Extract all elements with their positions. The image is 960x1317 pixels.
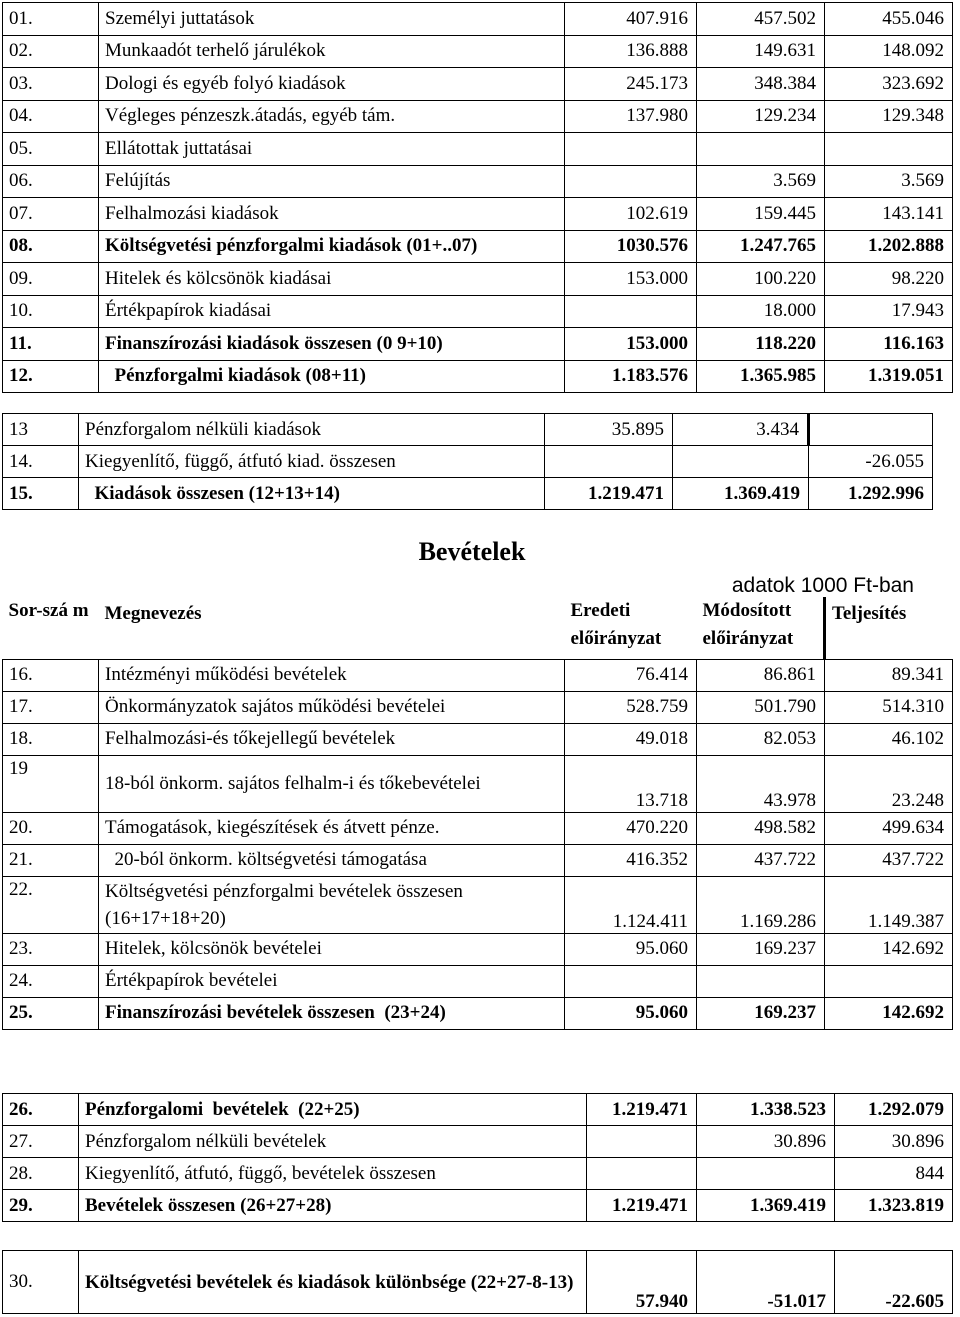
row-code: 26. [3, 1094, 79, 1126]
bevetelek-table [2, 597, 953, 1030]
row-value-v1: 49.018 [565, 723, 697, 755]
row-value-v1 [565, 133, 697, 166]
row-code: 19 [3, 755, 99, 812]
row-code: 03. [3, 68, 99, 101]
row-value-v1: 95.060 [565, 933, 697, 965]
row-value-v1: 153.000 [565, 263, 697, 296]
row-value-v1: 1.219.471 [545, 478, 673, 510]
row-value-v2: 457.502 [697, 3, 825, 36]
row-value-v1: 470.220 [565, 812, 697, 844]
kiadasok-osszesen-table [2, 413, 933, 510]
row-code: 05. [3, 133, 99, 166]
table-row [3, 876, 953, 933]
row-code: 07. [3, 198, 99, 231]
row-value-v3: 129.348 [825, 100, 953, 133]
row-value-v3: 30.896 [835, 1126, 953, 1158]
row-code: 25. [3, 997, 99, 1029]
row-code: 23. [3, 933, 99, 965]
row-value-v3: 142.692 [825, 997, 953, 1029]
row-value-v2: 1.338.523 [697, 1094, 835, 1126]
table-row [3, 133, 953, 166]
table-row [3, 3, 953, 36]
row-value-v1: 153.000 [565, 328, 697, 361]
table-row [3, 198, 953, 231]
table-row [3, 1126, 953, 1158]
table-row [3, 328, 953, 361]
row-value-v3: 142.692 [825, 933, 953, 965]
row-name: Dologi és egyéb folyó kiadások [99, 68, 565, 101]
table-row [3, 263, 953, 296]
row-code: 30. [3, 1251, 79, 1314]
row-value-v1 [565, 295, 697, 328]
header-megnevezes: Megnevezés [104, 603, 202, 624]
row-name: Bevételek összesen (26+27+28) [79, 1190, 587, 1222]
row-value-v1: 245.173 [565, 68, 697, 101]
table-row [3, 165, 953, 198]
row-name: Hitelek és kölcsönök kiadásai [99, 263, 565, 296]
row-value-v3: 437.722 [825, 844, 953, 876]
row-code: 08. [3, 230, 99, 263]
row-value-v1: 407.916 [565, 3, 697, 36]
row-name: Önkormányzatok sajátos működési bevételei [99, 691, 565, 723]
row-name: Hitelek, kölcsönök bevételei [99, 933, 565, 965]
row-name: Kiadások összesen (12+13+14) [79, 478, 545, 510]
row-name: Személyi juttatások [99, 3, 565, 36]
table-row [3, 1251, 953, 1314]
row-name: Finanszírozási bevételek összesen (23+24) [99, 997, 565, 1029]
row-code: 06. [3, 165, 99, 198]
row-value-v2: 1.369.419 [673, 478, 809, 510]
row-value-v2: 100.220 [697, 263, 825, 296]
row-name: Költségvetési pénzforgalmi kiadások (01+..07) [99, 230, 565, 263]
row-value-v3: 1.292.079 [835, 1094, 953, 1126]
row-value-v2: 1.169.286 [697, 876, 825, 933]
row-value-v3: 3.569 [825, 165, 953, 198]
row-value-v3: 1.319.051 [825, 360, 953, 393]
table-row [3, 659, 953, 691]
row-name: Felújítás [99, 165, 565, 198]
row-value-v2: 169.237 [697, 997, 825, 1029]
row-value-v1: 1.219.471 [587, 1094, 697, 1126]
row-code: 28. [3, 1158, 79, 1190]
table-row [3, 965, 953, 997]
row-value-v1 [545, 446, 673, 478]
row-code: 27. [3, 1126, 79, 1158]
row-value-v1: 416.352 [565, 844, 697, 876]
header-modositott: Módosított előirányzat [702, 600, 794, 649]
row-value-v2: 3.434 [673, 414, 809, 446]
row-value-v1: 95.060 [565, 997, 697, 1029]
table-row [3, 295, 953, 328]
row-name: Felhalmozási-és tőkejellegű bevételek [99, 723, 565, 755]
row-code: 04. [3, 100, 99, 133]
row-value-v2: 169.237 [697, 933, 825, 965]
table-row [3, 933, 953, 965]
row-code: 29. [3, 1190, 79, 1222]
row-value-v2: 1.247.765 [697, 230, 825, 263]
row-value-v2: 30.896 [697, 1126, 835, 1158]
kulonbseg-table [2, 1250, 953, 1314]
table-row [3, 414, 933, 446]
row-name: Végleges pénzeszk.átadás, egyéb tám. [99, 100, 565, 133]
table-row [3, 755, 953, 812]
unit-label: adatok 1000 Ft-ban [731, 574, 914, 597]
row-value-v1: 1.183.576 [565, 360, 697, 393]
row-value-v2 [697, 965, 825, 997]
row-name: Költségvetési pénzforgalmi bevételek összesen (16+17+18+20) [99, 876, 565, 933]
row-value-v3: 89.341 [825, 659, 953, 691]
row-value-v1: 1.124.411 [565, 876, 697, 933]
row-name: Pénzforgalmi kiadások (08+11) [99, 360, 565, 393]
row-value-v3: -22.605 [835, 1251, 953, 1314]
table-row [3, 35, 953, 68]
row-value-v3: 514.310 [825, 691, 953, 723]
row-value-v1: 57.940 [587, 1251, 697, 1314]
row-value-v2 [697, 133, 825, 166]
row-code: 24. [3, 965, 99, 997]
row-value-v3: 143.141 [825, 198, 953, 231]
row-code: 21. [3, 844, 99, 876]
row-value-v1: 35.895 [545, 414, 673, 446]
row-value-v2: 129.234 [697, 100, 825, 133]
row-value-v1: 137.980 [565, 100, 697, 133]
table-row [3, 68, 953, 101]
row-name: 18-ból önkorm. sajátos felhalm-i és tőkebevételei [99, 755, 565, 812]
table-row [3, 997, 953, 1029]
table-row [3, 1158, 953, 1190]
row-value-v2: 1.369.419 [697, 1190, 835, 1222]
row-value-v1: 1030.576 [565, 230, 697, 263]
row-value-v3: 1.202.888 [825, 230, 953, 263]
row-value-v3: -26.055 [809, 446, 933, 478]
row-value-v2: 498.582 [697, 812, 825, 844]
row-value-v1: 76.414 [565, 659, 697, 691]
row-value-v2 [673, 446, 809, 478]
row-name: Értékpapírok bevételei [99, 965, 565, 997]
row-code: 15. [3, 478, 79, 510]
row-value-v2: 82.053 [697, 723, 825, 755]
table-row [3, 100, 953, 133]
row-value-v2: 86.861 [697, 659, 825, 691]
row-value-v2: 348.384 [697, 68, 825, 101]
row-name: Kiegyenlítő, átfutó, függő, bevételek összesen [79, 1158, 587, 1190]
row-value-v3 [809, 414, 933, 446]
row-code: 11. [3, 328, 99, 361]
row-value-v3: 148.092 [825, 35, 953, 68]
row-value-v3 [825, 965, 953, 997]
kiadasok-table [2, 2, 953, 393]
row-code: 02. [3, 35, 99, 68]
row-name: Értékpapírok kiadásai [99, 295, 565, 328]
row-code: 17. [3, 691, 99, 723]
row-value-v3: 23.248 [825, 755, 953, 812]
row-name: Pénzforgalom nélküli kiadások [79, 414, 545, 446]
row-name: Kiegyenlítő, függő, átfutó kiad. összesen [79, 446, 545, 478]
table-row [3, 1094, 953, 1126]
row-value-v3: 98.220 [825, 263, 953, 296]
row-code: 20. [3, 812, 99, 844]
row-value-v3: 46.102 [825, 723, 953, 755]
table-row [3, 478, 933, 510]
row-value-v3: 844 [835, 1158, 953, 1190]
row-name: Finanszírozási kiadások összesen (0 9+10) [99, 328, 565, 361]
row-name: 20-ból önkorm. költségvetési támogatása [99, 844, 565, 876]
row-value-v1: 13.718 [565, 755, 697, 812]
row-value-v2: 1.365.985 [697, 360, 825, 393]
row-code: 10. [3, 295, 99, 328]
table-row [3, 360, 953, 393]
row-value-v1 [565, 965, 697, 997]
row-value-v3: 1.149.387 [825, 876, 953, 933]
row-code: 12. [3, 360, 99, 393]
row-value-v2: 437.722 [697, 844, 825, 876]
row-value-v2: 149.631 [697, 35, 825, 68]
row-value-v2: 43.978 [697, 755, 825, 812]
row-name: Pénzforgalomi bevételek (22+25) [79, 1094, 587, 1126]
row-code: 14. [3, 446, 79, 478]
row-name: Felhalmozási kiadások [99, 198, 565, 231]
header-eredeti: Eredeti előirányzat [570, 600, 662, 649]
row-value-v2: 18.000 [697, 295, 825, 328]
row-name: Ellátottak juttatásai [99, 133, 565, 166]
row-code: 16. [3, 659, 99, 691]
row-name: Pénzforgalom nélküli bevételek [79, 1126, 587, 1158]
row-value-v2: -51.017 [697, 1251, 835, 1314]
bevetelek-header-row [3, 597, 953, 659]
row-value-v1: 102.619 [565, 198, 697, 231]
header-teljesites: Teljesítés [825, 597, 953, 659]
row-code: 18. [3, 723, 99, 755]
row-code: 13 [3, 414, 79, 446]
bevetelek-osszesen-table [2, 1093, 953, 1222]
table-row [3, 844, 953, 876]
row-value-v3: 116.163 [825, 328, 953, 361]
row-code: 22. [3, 876, 99, 933]
row-code: 09. [3, 263, 99, 296]
row-value-v1: 136.888 [565, 35, 697, 68]
row-value-v3: 17.943 [825, 295, 953, 328]
row-value-v2: 501.790 [697, 691, 825, 723]
header-sorszam: Sor-szá m [8, 600, 89, 621]
row-value-v3: 323.692 [825, 68, 953, 101]
row-value-v3 [825, 133, 953, 166]
table-row [3, 691, 953, 723]
row-value-v2: 118.220 [697, 328, 825, 361]
table-row [3, 812, 953, 844]
row-value-v3: 1.292.996 [809, 478, 933, 510]
row-name: Költségvetési bevételek és kiadások különbsége (22+27-8-13) [79, 1251, 587, 1314]
row-value-v1: 528.759 [565, 691, 697, 723]
table-row [3, 1190, 953, 1222]
row-value-v3: 455.046 [825, 3, 953, 36]
row-value-v2 [697, 1158, 835, 1190]
table-row [3, 723, 953, 755]
row-value-v2: 3.569 [697, 165, 825, 198]
bevetelek-heading: Bevételek [418, 537, 526, 566]
table-row [3, 446, 933, 478]
row-value-v3: 1.323.819 [835, 1190, 953, 1222]
row-value-v3: 499.634 [825, 812, 953, 844]
table-row [3, 230, 953, 263]
row-value-v1 [587, 1126, 697, 1158]
row-value-v1 [565, 165, 697, 198]
row-name: Támogatások, kiegészítések és átvett pénze. [99, 812, 565, 844]
row-value-v1 [587, 1158, 697, 1190]
row-value-v1: 1.219.471 [587, 1190, 697, 1222]
row-name: Munkaadót terhelő járulékok [99, 35, 565, 68]
row-name: Intézményi működési bevételek [99, 659, 565, 691]
row-code: 01. [3, 3, 99, 36]
row-value-v2: 159.445 [697, 198, 825, 231]
